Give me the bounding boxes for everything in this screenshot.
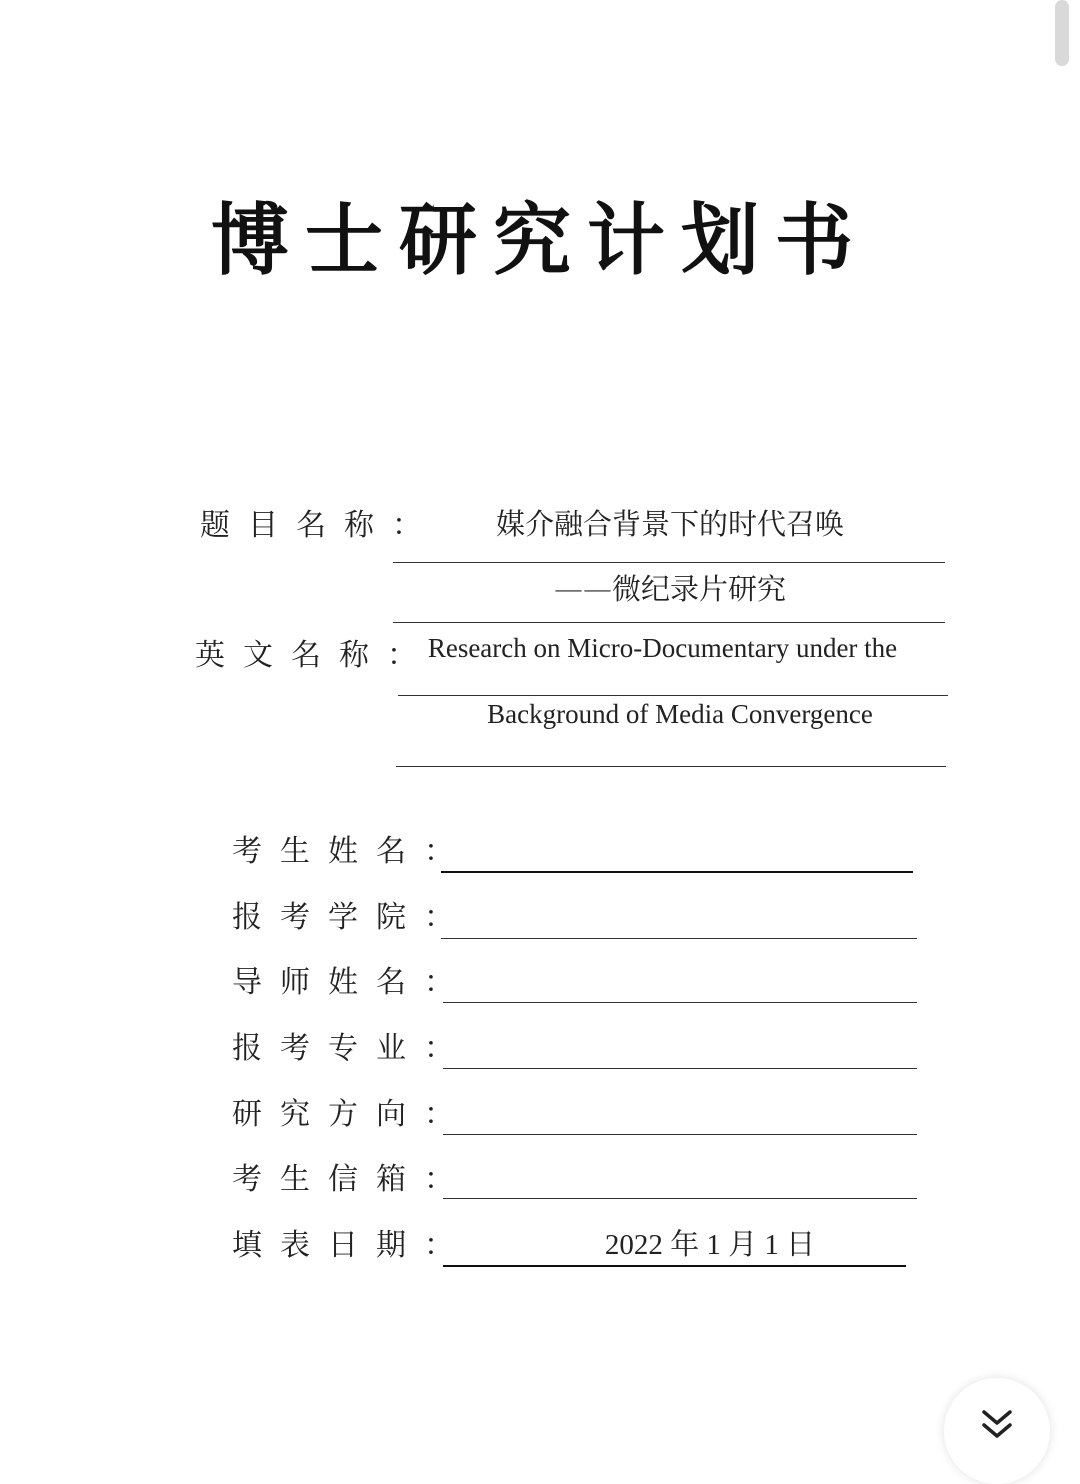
page-title: 博士研究计划书 (210, 195, 869, 286)
topic-line-1: 媒介融合背景下的时代召唤 (495, 507, 844, 541)
email-underline (443, 1198, 917, 1199)
english-title-line-1: Research on Micro-Documentary under the (427, 633, 898, 663)
major-underline (443, 1068, 917, 1069)
fill-date-underline (443, 1265, 906, 1267)
english-title-line-2: Background of Media Convergence (487, 699, 873, 729)
english-underline-2 (396, 766, 946, 767)
applied-school-label: 报考学院： (232, 900, 472, 935)
candidate-name-label: 考生姓名： (232, 834, 472, 869)
topic-label: 题目名称： (200, 508, 440, 543)
topic-underline-2 (393, 622, 945, 623)
email-label: 考生信箱： (232, 1162, 472, 1197)
candidate-name-underline (441, 871, 913, 873)
major-label: 报考专业： (232, 1031, 472, 1066)
scrollbar-thumb[interactable] (1055, 0, 1069, 66)
fill-date-label: 填表日期： (232, 1228, 472, 1263)
fill-date-value: 2022 年 1 月 1 日 (604, 1229, 816, 1261)
topic-line-2: ——微纪录片研究 (553, 572, 786, 606)
research-direction-underline (443, 1134, 917, 1135)
research-direction-label: 研究方向： (232, 1097, 472, 1132)
double-chevron-down-icon (981, 1408, 1013, 1442)
applied-school-underline (441, 938, 917, 939)
topic-underline-1 (393, 562, 945, 563)
english-underline-1 (398, 695, 948, 696)
english-title-label: 英文名称： (195, 638, 435, 673)
supervisor-name-label: 导师姓名： (232, 965, 472, 1000)
supervisor-name-underline (443, 1002, 917, 1003)
scroll-down-button[interactable] (944, 1378, 1050, 1484)
